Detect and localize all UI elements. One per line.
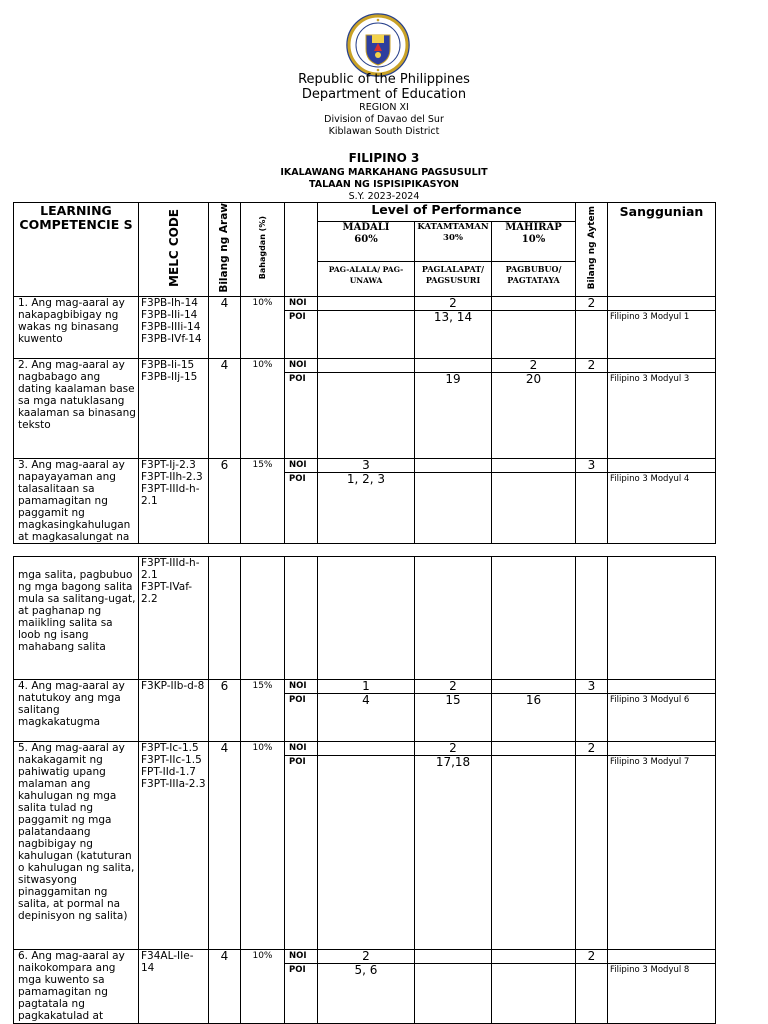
sanggunian-value: Filipino 3 Modyul 1	[608, 310, 716, 358]
noi-katamtaman	[415, 950, 492, 964]
bahagdan-value: 10%	[241, 358, 285, 458]
melc-codes: F3PT-Ij-2.3 F3PT-IIh-2.3 F3PT-IIId-h-2.1	[139, 458, 209, 543]
noi-label: NOI	[285, 458, 318, 472]
araw-value: 6	[209, 458, 241, 543]
sanggunian-value: Filipino 3 Modyul 4	[608, 472, 716, 543]
header-bilang-araw: Bilang ng Araw	[218, 203, 230, 293]
araw-value: 4	[209, 296, 241, 358]
competency-text: 4. Ang mag-aaral ay natutukoy ang mga salitang magkakatugma	[14, 680, 139, 742]
header-melc-code: MELC CODE	[166, 208, 181, 287]
header-bahagdan: Bahagdan (%)	[258, 216, 267, 280]
araw-value: 4	[209, 742, 241, 950]
noi-madali: 3	[318, 458, 415, 472]
poi-madali	[318, 756, 415, 950]
noi-label: NOI	[285, 742, 318, 756]
specification-table-page1	[13, 202, 716, 544]
melc-codes: F3PT-IIId-h-2.1 F3PT-IVaf-2.2	[139, 557, 209, 680]
sanggunian-value: Filipino 3 Modyul 7	[608, 756, 716, 950]
poi-mahirap	[492, 472, 576, 543]
district-line: Kiblawan South District	[328, 126, 440, 137]
noi-katamtaman: 2	[415, 742, 492, 756]
sanggunian-value: Filipino 3 Modyul 6	[608, 694, 716, 742]
poi-mahirap: 16	[492, 694, 576, 742]
noi-madali	[318, 296, 415, 310]
header-madali: MADALI	[342, 221, 390, 233]
poi-katamtaman: 15	[415, 694, 492, 742]
header-katamtaman: KATAMTAMAN	[417, 221, 489, 232]
header-learning-competencies: LEARNING COMPETENCIE S	[14, 203, 139, 297]
header-mahirap-pct: 10%	[521, 233, 546, 245]
melc-codes: F3PB-Ii-15 F3PB-IIj-15	[139, 358, 209, 458]
school-year: S.Y. 2023-2024	[348, 191, 420, 202]
competency-text: 2. Ang mag-aaral ay nagbabago ang dating kaalaman base sa mga natuklasang kaalaman sa binasang teksto	[14, 358, 139, 458]
melc-codes: F3PT-Ic-1.5 F3PT-IIc-1.5 FPT-IId-1.7 F3PT-IIIa-2.3	[139, 742, 209, 950]
poi-label: POI	[285, 372, 318, 458]
poi-label: POI	[285, 694, 318, 742]
poi-katamtaman: 19	[415, 372, 492, 458]
header-mahirap: MAHIRAP	[505, 221, 562, 233]
aytem-value: 2	[576, 358, 608, 372]
aytem-value: 3	[576, 680, 608, 694]
noi-madali: 2	[318, 950, 415, 964]
poi-mahirap: 20	[492, 372, 576, 458]
poi-katamtaman: 13, 14	[415, 310, 492, 358]
sanggunian-value: Filipino 3 Modyul 8	[608, 964, 716, 1024]
table-row	[14, 458, 716, 472]
subject-title: FILIPINO 3	[348, 151, 420, 165]
bahagdan-value: 10%	[241, 742, 285, 950]
header-katamtaman-pct: 30%	[443, 232, 463, 243]
noi-mahirap: 2	[492, 358, 576, 372]
noi-madali: 1	[318, 680, 415, 694]
table-row	[14, 950, 716, 964]
deped-seal-logo	[346, 13, 410, 77]
poi-label: POI	[285, 472, 318, 543]
poi-mahirap	[492, 310, 576, 358]
bahagdan-value: 10%	[241, 296, 285, 358]
poi-madali: 1, 2, 3	[318, 472, 415, 543]
aytem-value: 2	[576, 742, 608, 756]
noi-mahirap	[492, 680, 576, 694]
melc-codes: F3PB-Ih-14 F3PB-IIi-14 F3PB-IIIi-14 F3PB-IVf-14	[139, 296, 209, 358]
poi-madali	[318, 310, 415, 358]
exam-title: IKALAWANG MARKAHANG PAGSUSULIT	[280, 167, 488, 178]
poi-label: POI	[285, 964, 318, 1024]
noi-label: NOI	[285, 296, 318, 310]
noi-label: NOI	[285, 680, 318, 694]
header-madali-sub: PAG-ALALA/ PAG-UNAWA	[318, 261, 415, 296]
noi-mahirap	[492, 296, 576, 310]
competency-text: 3. Ang mag-aaral ay napayayaman ang talasalitaan sa pamamagitan ng paggamit ng magkasingkahulugan at magkasalungat na	[14, 458, 139, 543]
noi-katamtaman: 2	[415, 680, 492, 694]
araw-value: 4	[209, 950, 241, 1024]
melc-codes: F34AL-IIe-14	[139, 950, 209, 1024]
table-title: TALAAN NG ISPISIPIKASYON	[308, 179, 460, 190]
competency-text: mga salita, pagbubuo ng mga bagong salita mula sa salitang-ugat, at paghanap ng maiikling salita sa loob ng isang mahabang salita	[14, 557, 139, 680]
noi-madali	[318, 742, 415, 756]
division-line: Division of Davao del Sur	[324, 114, 444, 125]
region-line: REGION XI	[359, 102, 409, 113]
header-mahirap-sub: PAGBUBUO/ PAGTATAYA	[492, 261, 576, 296]
noi-katamtaman: 2	[415, 296, 492, 310]
table-row	[14, 296, 716, 310]
header-katamtaman-sub: PAGLALAPAT/ PAGSUSURI	[415, 261, 492, 296]
noi-mahirap	[492, 458, 576, 472]
noi-label: NOI	[285, 358, 318, 372]
poi-label: POI	[285, 310, 318, 358]
poi-madali: 4	[318, 694, 415, 742]
bahagdan-value: 15%	[241, 458, 285, 543]
sanggunian-value: Filipino 3 Modyul 3	[608, 372, 716, 458]
table-row	[14, 358, 716, 372]
poi-mahirap	[492, 756, 576, 950]
noi-mahirap	[492, 950, 576, 964]
araw-value: 6	[209, 680, 241, 742]
bahagdan-value: 15%	[241, 680, 285, 742]
competency-text: 1. Ang mag-aaral ay nakapagbibigay ng wakas ng binasang kuwento	[14, 296, 139, 358]
poi-mahirap	[492, 964, 576, 1024]
poi-katamtaman	[415, 472, 492, 543]
poi-katamtaman	[415, 964, 492, 1024]
table-row	[14, 742, 716, 756]
araw-value: 4	[209, 358, 241, 458]
specification-table-page2	[13, 556, 716, 1024]
noi-katamtaman	[415, 358, 492, 372]
poi-katamtaman: 17,18	[415, 756, 492, 950]
republic-line: Republic of the Philippines	[298, 72, 470, 87]
poi-label: POI	[285, 756, 318, 950]
aytem-value: 2	[576, 950, 608, 964]
melc-codes: F3KP-IIb-d-8	[139, 680, 209, 742]
noi-katamtaman	[415, 458, 492, 472]
header-bilang-aytem: Bilang ng Aytem	[586, 206, 597, 290]
aytem-value: 3	[576, 458, 608, 472]
header-level-of-performance: Level of Performance	[318, 203, 576, 222]
table-row	[14, 557, 716, 680]
header-sanggunian: Sanggunian	[608, 203, 716, 297]
bahagdan-value: 10%	[241, 950, 285, 1024]
competency-text: 6. Ang mag-aaral ay naikokompara ang mga kuwento sa pamamagitan ng pagtatala ng pagkakatulad at	[14, 950, 139, 1024]
table-row	[14, 680, 716, 694]
header-madali-pct: 60%	[354, 233, 378, 245]
poi-madali	[318, 372, 415, 458]
noi-mahirap	[492, 742, 576, 756]
aytem-value: 2	[576, 296, 608, 310]
competency-text: 5. Ang mag-aaral ay nakakagamit ng pahiwatig upang malaman ang kahulugan ng mga salita tulad ng paggamit ng mga palatandaang nagbibigay ng kahulugan (katuturan o kahulugan ng salita, sitwasyong pinaggamitan ng salita, at pormal na depinisyon ng salita)	[14, 742, 139, 950]
department-line: Department of Education	[301, 87, 467, 102]
poi-madali: 5, 6	[318, 964, 415, 1024]
noi-madali	[318, 358, 415, 372]
noi-label: NOI	[285, 950, 318, 964]
